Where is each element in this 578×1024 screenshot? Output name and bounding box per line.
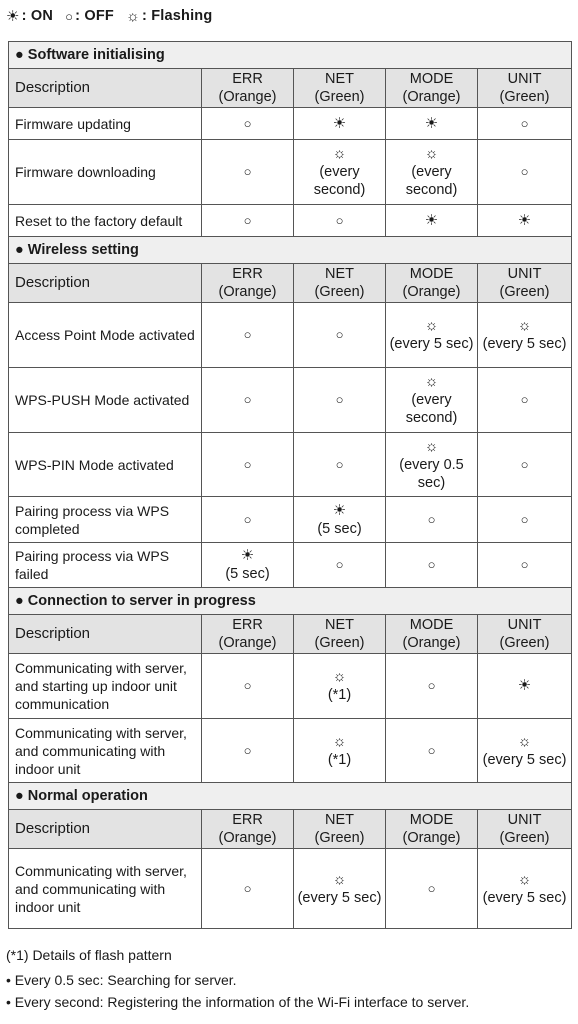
section-title: ● Normal operation xyxy=(9,783,572,810)
status-cell-net xyxy=(294,368,386,433)
status-cell-err xyxy=(202,368,294,433)
header-unit-name: UNIT xyxy=(507,71,542,87)
header-unit-color: (Green) xyxy=(499,635,550,651)
header-net-name: NET xyxy=(325,266,354,282)
circle-outline-icon: ○ xyxy=(243,327,252,342)
sun-outline-icon: ☼ xyxy=(424,437,439,455)
status-cell-net xyxy=(294,303,386,368)
table-row xyxy=(9,497,572,543)
sun-outline-icon: ☼ xyxy=(332,668,347,685)
legend xyxy=(6,6,224,26)
sun-outline-icon: ☼ xyxy=(424,373,439,390)
header-description: Description xyxy=(9,615,202,654)
section-title: ● Wireless setting xyxy=(9,237,572,264)
header-description: Description xyxy=(9,264,202,303)
status-cell-err xyxy=(202,433,294,497)
sun-outline-icon: ☼ xyxy=(517,317,532,334)
status-cell-net xyxy=(294,205,386,237)
status-cell-net xyxy=(294,849,386,929)
header-net-name: NET xyxy=(325,617,354,633)
header-net xyxy=(294,810,386,849)
status-note: (every 5 sec) xyxy=(482,751,567,768)
circle-outline-icon: ○ xyxy=(427,678,436,693)
status-cell-net xyxy=(294,654,386,719)
header-err-name: ERR xyxy=(232,812,263,828)
header-unit-color: (Green) xyxy=(499,89,550,105)
header-unit xyxy=(478,615,572,654)
sun-filled-icon: ☀ xyxy=(517,211,532,229)
legend-flashing-label: : Flashing xyxy=(141,8,213,24)
header-unit xyxy=(478,810,572,849)
circle-outline-icon: ○ xyxy=(335,327,344,342)
header-mode xyxy=(386,615,478,654)
circle-outline-icon: ○ xyxy=(335,456,344,472)
header-mode xyxy=(386,264,478,303)
circle-outline-icon: ○ xyxy=(520,392,529,407)
legend-flashing xyxy=(126,8,212,25)
circle-outline-icon: ○ xyxy=(243,164,252,179)
header-mode-name: MODE xyxy=(409,71,454,87)
status-note: (every 5 sec) xyxy=(297,889,382,906)
circle-outline-icon: ○ xyxy=(65,8,74,24)
sun-filled-icon: ☀ xyxy=(517,677,532,694)
circle-outline-icon: ○ xyxy=(335,392,344,407)
sun-filled-icon: ☀ xyxy=(424,114,439,132)
status-cell-net xyxy=(294,497,386,543)
sun-outline-icon: ☼ xyxy=(332,732,347,750)
sun-filled-icon: ☀ xyxy=(332,501,347,519)
status-cell-err xyxy=(202,543,294,588)
circle-outline-icon: ○ xyxy=(520,511,529,527)
status-cell-err xyxy=(202,654,294,719)
header-unit-name: UNIT xyxy=(507,266,542,282)
status-cell-unit xyxy=(478,719,572,783)
status-cell-net xyxy=(294,140,386,205)
header-net-name: NET xyxy=(325,71,354,87)
circle-outline-icon: ○ xyxy=(335,212,344,228)
header-net xyxy=(294,69,386,108)
circle-outline-icon: ○ xyxy=(427,742,436,758)
header-mode-name: MODE xyxy=(409,266,454,282)
status-cell-mode xyxy=(386,303,478,368)
row-description: WPS-PUSH Mode activated xyxy=(9,368,202,433)
row-description: Pairing process via WPS failed xyxy=(9,543,202,588)
table-row xyxy=(9,303,572,368)
header-mode-color: (Orange) xyxy=(402,830,461,846)
table-row xyxy=(9,849,572,929)
status-cell-unit xyxy=(478,108,572,140)
circle-outline-icon: ○ xyxy=(243,212,252,228)
status-note: (every 5 sec) xyxy=(482,336,567,352)
section-title: ● Software initialising xyxy=(9,42,572,69)
header-unit-color: (Green) xyxy=(499,830,550,846)
sun-outline-icon: ☼ xyxy=(332,870,347,888)
legend-on-label: : ON xyxy=(21,8,54,24)
circle-outline-icon: ○ xyxy=(520,164,529,179)
header-mode-name: MODE xyxy=(409,812,454,828)
circle-outline-icon: ○ xyxy=(427,880,436,896)
header-err-name: ERR xyxy=(232,266,263,282)
header-err-name: ERR xyxy=(232,617,263,633)
header-err-color: (Orange) xyxy=(218,635,277,651)
header-net xyxy=(294,615,386,654)
header-unit-name: UNIT xyxy=(507,617,542,633)
header-net-color: (Green) xyxy=(314,284,365,300)
column-header-row xyxy=(9,615,572,654)
row-description: WPS-PIN Mode activated xyxy=(9,433,202,497)
table-row xyxy=(9,108,572,140)
header-err-color: (Orange) xyxy=(218,284,277,300)
circle-outline-icon: ○ xyxy=(243,511,252,527)
status-cell-err xyxy=(202,497,294,543)
section-header xyxy=(9,237,572,264)
table-row xyxy=(9,543,572,588)
circle-outline-icon: ○ xyxy=(243,678,252,693)
legend-on xyxy=(6,7,53,25)
status-cell-unit xyxy=(478,654,572,719)
header-err xyxy=(202,69,294,108)
header-mode xyxy=(386,810,478,849)
status-note: (every 0.5 sec) xyxy=(399,456,464,491)
section-header xyxy=(9,42,572,69)
status-note: (5 sec) xyxy=(317,520,362,537)
header-net-color: (Green) xyxy=(314,635,365,651)
footnote-title: (*1) Details of flash pattern xyxy=(6,947,172,963)
sun-filled-icon: ☀ xyxy=(6,8,20,25)
circle-outline-icon: ○ xyxy=(520,115,529,131)
table-row xyxy=(9,205,572,237)
table-row xyxy=(9,654,572,719)
footnote-item: • Every 0.5 sec: Searching for server. xyxy=(6,972,237,988)
circle-outline-icon: ○ xyxy=(335,557,344,572)
header-unit xyxy=(478,264,572,303)
section-title: ● Connection to server in progress xyxy=(9,588,572,615)
header-err xyxy=(202,810,294,849)
header-mode-color: (Orange) xyxy=(402,635,461,651)
header-mode-name: MODE xyxy=(409,617,454,633)
status-cell-err xyxy=(202,303,294,368)
header-unit xyxy=(478,69,572,108)
status-cell-err xyxy=(202,849,294,929)
header-err-color: (Orange) xyxy=(218,89,277,105)
header-err xyxy=(202,615,294,654)
table-row xyxy=(9,140,572,205)
status-cell-net xyxy=(294,543,386,588)
header-unit-color: (Green) xyxy=(499,284,550,300)
status-note: (*1) xyxy=(327,687,352,703)
circle-outline-icon: ○ xyxy=(520,456,529,472)
section-header xyxy=(9,783,572,810)
header-net-name: NET xyxy=(325,812,354,828)
status-cell-unit xyxy=(478,433,572,497)
header-err xyxy=(202,264,294,303)
status-note: (every second) xyxy=(405,392,458,426)
row-description: Reset to the factory default xyxy=(9,205,202,237)
row-description: Communicating with server, and communicating with indoor unit xyxy=(9,719,202,783)
header-mode-color: (Orange) xyxy=(402,284,461,300)
status-cell-mode xyxy=(386,654,478,719)
status-cell-unit xyxy=(478,205,572,237)
status-cell-unit xyxy=(478,303,572,368)
sun-filled-icon: ☀ xyxy=(332,114,347,132)
circle-outline-icon: ○ xyxy=(243,115,252,131)
table-row xyxy=(9,719,572,783)
circle-outline-icon: ○ xyxy=(243,880,252,896)
status-cell-net xyxy=(294,108,386,140)
circle-outline-icon: ○ xyxy=(243,392,252,407)
status-cell-unit xyxy=(478,543,572,588)
header-mode xyxy=(386,69,478,108)
status-cell-mode xyxy=(386,849,478,929)
column-header-row xyxy=(9,810,572,849)
sun-outline-icon: ☼ xyxy=(424,317,439,334)
status-note: (every 5 sec) xyxy=(389,336,474,352)
sun-outline-icon: ☼ xyxy=(517,870,532,888)
status-cell-unit xyxy=(478,849,572,929)
footnote-item: • Every second: Registering the information of the Wi-Fi interface to server. xyxy=(6,994,470,1010)
legend-off-label: : OFF xyxy=(75,8,114,24)
row-description: Communicating with server, and starting up indoor unit communication xyxy=(9,654,202,719)
status-cell-mode xyxy=(386,433,478,497)
row-description: Firmware updating xyxy=(9,108,202,140)
status-cell-err xyxy=(202,140,294,205)
status-cell-mode xyxy=(386,497,478,543)
row-description: Pairing process via WPS completed xyxy=(9,497,202,543)
header-net-color: (Green) xyxy=(314,830,365,846)
status-cell-err xyxy=(202,108,294,140)
status-cell-mode xyxy=(386,368,478,433)
table-row xyxy=(9,433,572,497)
status-cell-unit xyxy=(478,140,572,205)
status-cell-unit xyxy=(478,368,572,433)
header-err-name: ERR xyxy=(232,71,263,87)
sun-outline-icon: ☼ xyxy=(332,145,347,162)
table-row xyxy=(9,368,572,433)
circle-outline-icon: ○ xyxy=(427,511,436,527)
status-cell-mode xyxy=(386,205,478,237)
header-description: Description xyxy=(9,810,202,849)
section-header xyxy=(9,588,572,615)
status-cell-mode xyxy=(386,108,478,140)
sun-filled-icon: ☀ xyxy=(240,547,255,564)
sun-outline-icon: ☼ xyxy=(424,145,439,162)
status-cell-mode xyxy=(386,140,478,205)
row-description: Firmware downloading xyxy=(9,140,202,205)
header-unit-name: UNIT xyxy=(507,812,542,828)
header-mode-color: (Orange) xyxy=(402,89,461,105)
status-note: (every 5 sec) xyxy=(482,889,567,906)
header-net xyxy=(294,264,386,303)
column-header-row xyxy=(9,69,572,108)
status-cell-err xyxy=(202,205,294,237)
header-net-color: (Green) xyxy=(314,89,365,105)
status-note: (every second) xyxy=(405,164,458,198)
legend-off xyxy=(65,8,114,24)
status-cell-err xyxy=(202,719,294,783)
sun-filled-icon: ☀ xyxy=(424,211,439,229)
sun-outline-icon: ☼ xyxy=(126,7,140,25)
status-cell-net xyxy=(294,719,386,783)
sun-outline-icon: ☼ xyxy=(517,732,532,750)
led-status-table xyxy=(8,41,572,929)
status-cell-net xyxy=(294,433,386,497)
status-note: (every second) xyxy=(313,164,366,198)
row-description: Access Point Mode activated xyxy=(9,303,202,368)
circle-outline-icon: ○ xyxy=(243,456,252,472)
header-err-color: (Orange) xyxy=(218,830,277,846)
circle-outline-icon: ○ xyxy=(427,557,436,572)
circle-outline-icon: ○ xyxy=(243,742,252,758)
status-note: (*1) xyxy=(327,751,352,768)
row-description: Communicating with server, and communicating with indoor unit xyxy=(9,849,202,929)
status-cell-unit xyxy=(478,497,572,543)
status-note: (5 sec) xyxy=(225,566,270,582)
circle-outline-icon: ○ xyxy=(520,557,529,572)
status-cell-mode xyxy=(386,543,478,588)
header-description: Description xyxy=(9,69,202,108)
column-header-row xyxy=(9,264,572,303)
status-cell-mode xyxy=(386,719,478,783)
